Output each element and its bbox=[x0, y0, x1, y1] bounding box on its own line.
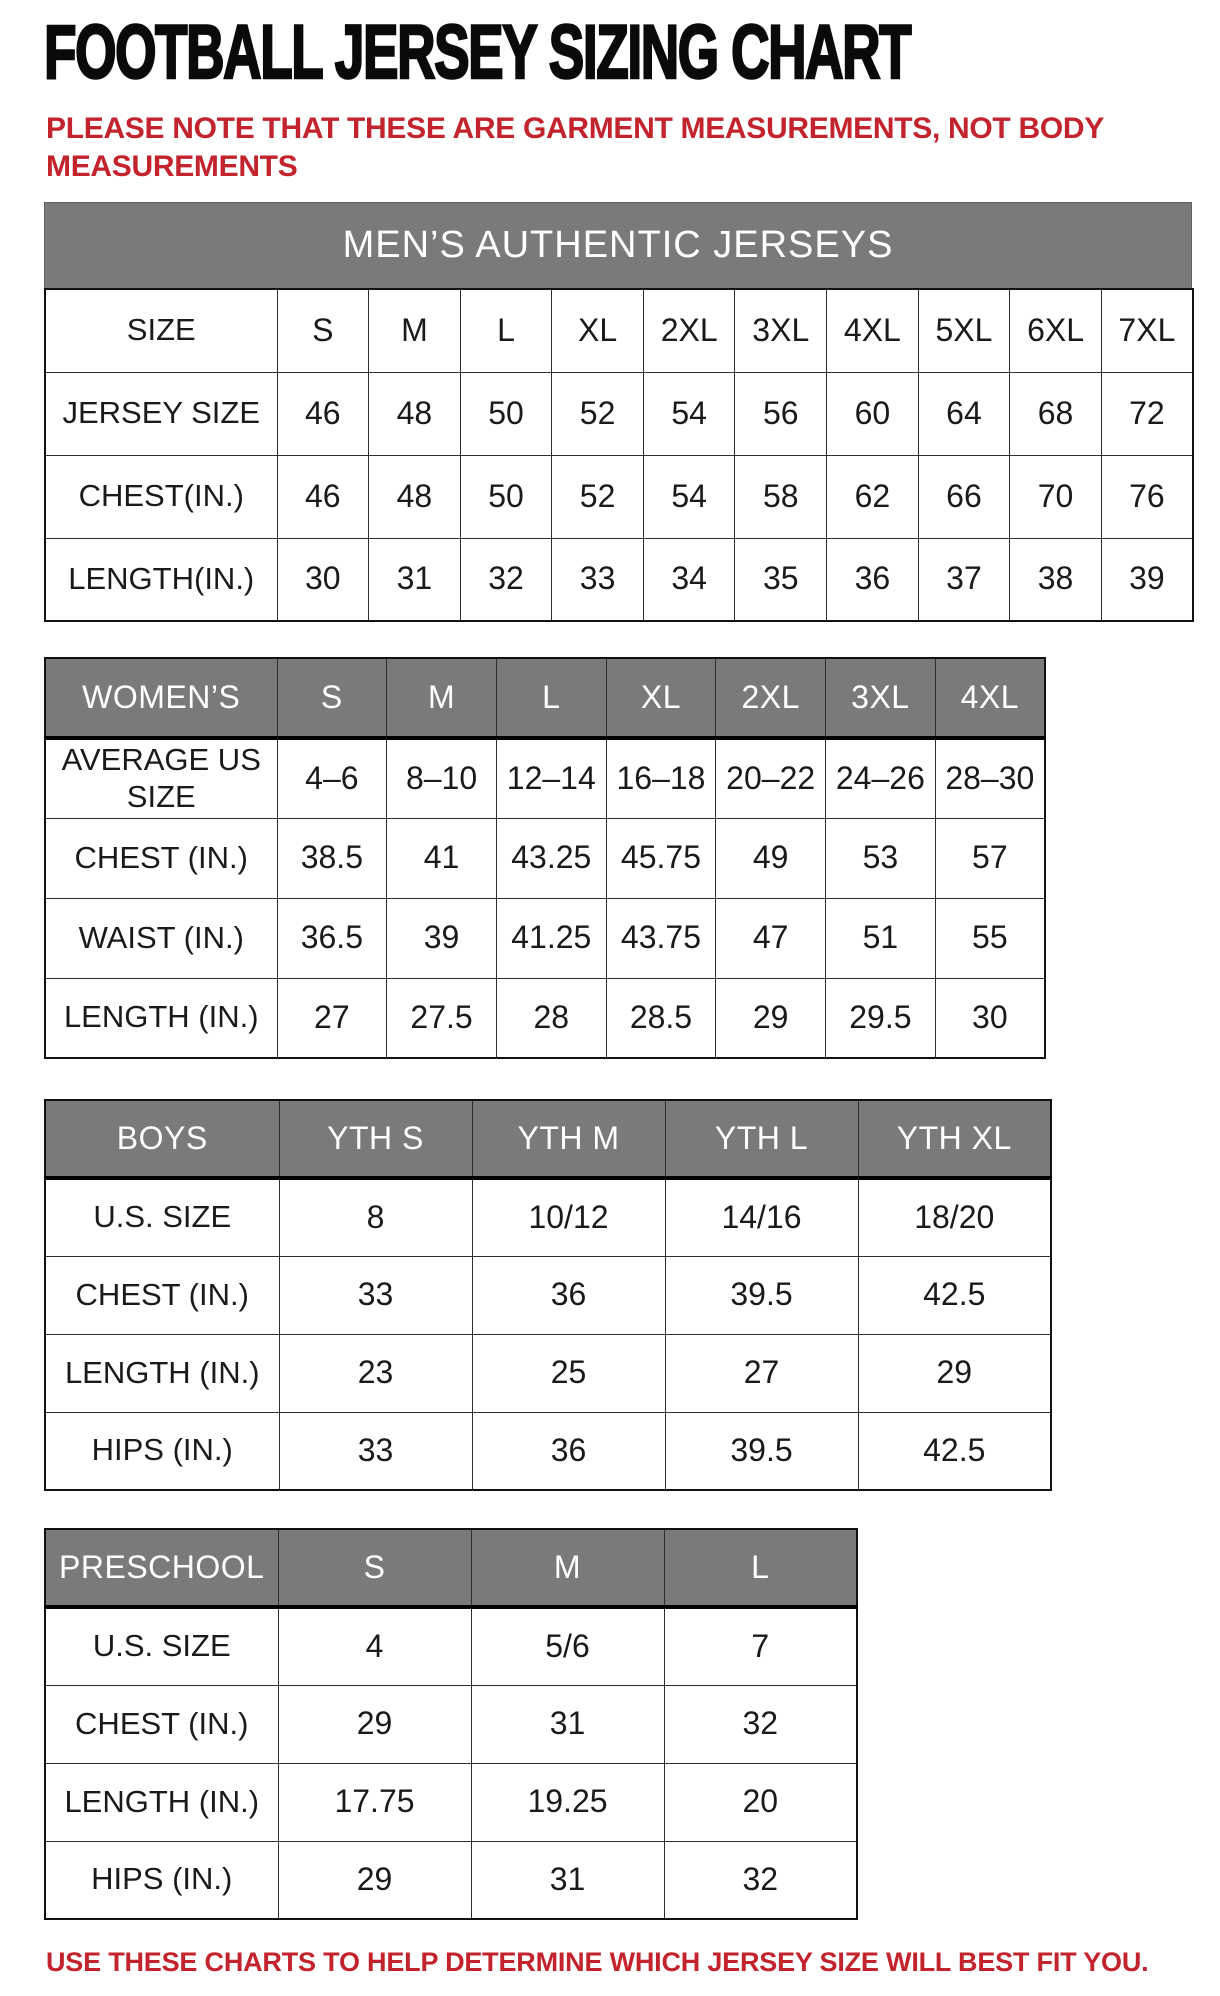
note-line: MEASUREMENTS bbox=[46, 150, 298, 183]
value-cell: 32 bbox=[664, 1685, 857, 1763]
value-cell: 76 bbox=[1101, 455, 1193, 538]
boys-sizing-table bbox=[44, 1099, 1052, 1491]
value-cell: 30 bbox=[935, 978, 1045, 1058]
value-cell: 55 bbox=[935, 898, 1045, 978]
value-cell: 20–22 bbox=[716, 738, 826, 818]
value-cell: 20 bbox=[664, 1763, 857, 1841]
row-label-cell: CHEST (IN.) bbox=[45, 1685, 278, 1763]
page-title: FOOTBALL JERSEY SIZING CHART bbox=[44, 10, 911, 95]
value-cell: 4 bbox=[278, 1607, 471, 1685]
value-cell: 33 bbox=[552, 538, 644, 621]
row-label-cell: SIZE bbox=[45, 289, 277, 372]
table-row bbox=[45, 1178, 1051, 1256]
footer-note: USE THESE CHARTS TO HELP DETERMINE WHICH JERSEY SIZE WILL BEST FIT YOU. bbox=[46, 1947, 1149, 1977]
size-column-header: YTH L bbox=[665, 1100, 858, 1178]
value-cell: 28.5 bbox=[606, 978, 716, 1058]
value-cell: 3XL bbox=[735, 289, 827, 372]
value-cell: 6XL bbox=[1010, 289, 1102, 372]
size-column-header: S bbox=[277, 658, 387, 738]
table-row bbox=[45, 1256, 1051, 1334]
value-cell: 32 bbox=[664, 1841, 857, 1919]
value-cell: 51 bbox=[826, 898, 936, 978]
value-cell: 53 bbox=[826, 818, 936, 898]
value-cell: 70 bbox=[1010, 455, 1102, 538]
row-label-cell: LENGTH (IN.) bbox=[45, 978, 277, 1058]
value-cell: 47 bbox=[716, 898, 826, 978]
value-cell: 37 bbox=[918, 538, 1010, 621]
mens-table-banner: MEN’S AUTHENTIC JERSEYS bbox=[44, 202, 1192, 288]
value-cell: 36 bbox=[472, 1256, 665, 1334]
table-row bbox=[45, 538, 1193, 621]
value-cell: 8 bbox=[279, 1178, 472, 1256]
value-cell: 48 bbox=[369, 372, 461, 455]
row-label-cell: U.S. SIZE bbox=[45, 1607, 278, 1685]
garment-note bbox=[46, 110, 1220, 186]
table-row bbox=[45, 1685, 857, 1763]
size-column-header: L bbox=[664, 1529, 857, 1607]
size-column-header: YTH M bbox=[472, 1100, 665, 1178]
table-row bbox=[45, 898, 1045, 978]
value-cell: 34 bbox=[643, 538, 735, 621]
value-cell: 43.75 bbox=[606, 898, 716, 978]
value-cell: 42.5 bbox=[858, 1412, 1051, 1490]
size-column-header: YTH S bbox=[279, 1100, 472, 1178]
value-cell: 4XL bbox=[827, 289, 919, 372]
value-cell: 31 bbox=[369, 538, 461, 621]
value-cell: 33 bbox=[279, 1412, 472, 1490]
value-cell: 42.5 bbox=[858, 1256, 1051, 1334]
value-cell: 35 bbox=[735, 538, 827, 621]
value-cell: 54 bbox=[643, 455, 735, 538]
value-cell: 41.25 bbox=[496, 898, 606, 978]
value-cell: 17.75 bbox=[278, 1763, 471, 1841]
value-cell: 24–26 bbox=[826, 738, 936, 818]
row-label-cell: LENGTH (IN.) bbox=[45, 1763, 278, 1841]
value-cell: 27.5 bbox=[387, 978, 497, 1058]
value-cell: 72 bbox=[1101, 372, 1193, 455]
table-row bbox=[45, 1607, 857, 1685]
value-cell: 46 bbox=[277, 372, 369, 455]
value-cell: 28–30 bbox=[935, 738, 1045, 818]
value-cell: 8–10 bbox=[387, 738, 497, 818]
value-cell: 29.5 bbox=[826, 978, 936, 1058]
value-cell: 52 bbox=[552, 455, 644, 538]
table-row bbox=[45, 372, 1193, 455]
value-cell: 50 bbox=[460, 455, 552, 538]
value-cell: 10/12 bbox=[472, 1178, 665, 1256]
table-row bbox=[45, 1334, 1051, 1412]
table-row bbox=[45, 289, 1193, 372]
value-cell: 28 bbox=[496, 978, 606, 1058]
value-cell: L bbox=[460, 289, 552, 372]
row-label-cell: CHEST (IN.) bbox=[45, 818, 277, 898]
table-header-row bbox=[45, 1100, 1051, 1178]
value-cell: 19.25 bbox=[471, 1763, 664, 1841]
value-cell: 27 bbox=[665, 1334, 858, 1412]
value-cell: 54 bbox=[643, 372, 735, 455]
value-cell: 50 bbox=[460, 372, 552, 455]
row-label-cell: HIPS (IN.) bbox=[45, 1412, 279, 1490]
value-cell: 12–14 bbox=[496, 738, 606, 818]
value-cell: 29 bbox=[278, 1841, 471, 1919]
value-cell: 16–18 bbox=[606, 738, 716, 818]
size-column-header: XL bbox=[606, 658, 716, 738]
row-label-cell: CHEST (IN.) bbox=[45, 1256, 279, 1334]
value-cell: 58 bbox=[735, 455, 827, 538]
value-cell: 31 bbox=[471, 1841, 664, 1919]
value-cell: 18/20 bbox=[858, 1178, 1051, 1256]
value-cell: 36.5 bbox=[277, 898, 387, 978]
value-cell: 45.75 bbox=[606, 818, 716, 898]
value-cell: 39 bbox=[1101, 538, 1193, 621]
value-cell: 29 bbox=[858, 1334, 1051, 1412]
value-cell: 36 bbox=[827, 538, 919, 621]
table-row bbox=[45, 818, 1045, 898]
value-cell: 38 bbox=[1010, 538, 1102, 621]
value-cell: 60 bbox=[827, 372, 919, 455]
preschool-sizing-table bbox=[44, 1528, 858, 1920]
note-line: PLEASE NOTE THAT THESE ARE GARMENT MEASUREMENTS, NOT BODY bbox=[46, 112, 1104, 145]
value-cell: 38.5 bbox=[277, 818, 387, 898]
value-cell: 33 bbox=[279, 1256, 472, 1334]
table-category-header: WOMEN’S bbox=[45, 658, 277, 738]
value-cell: 31 bbox=[471, 1685, 664, 1763]
table-header-row bbox=[45, 658, 1045, 738]
value-cell: 49 bbox=[716, 818, 826, 898]
row-label-cell: CHEST(IN.) bbox=[45, 455, 277, 538]
table-row bbox=[45, 1763, 857, 1841]
value-cell: 23 bbox=[279, 1334, 472, 1412]
value-cell: 14/16 bbox=[665, 1178, 858, 1256]
value-cell: 5XL bbox=[918, 289, 1010, 372]
row-label-cell: HIPS (IN.) bbox=[45, 1841, 278, 1919]
table-row bbox=[45, 455, 1193, 538]
value-cell: 46 bbox=[277, 455, 369, 538]
value-cell: 62 bbox=[827, 455, 919, 538]
value-cell: 25 bbox=[472, 1334, 665, 1412]
table-category-header: PRESCHOOL bbox=[45, 1529, 278, 1607]
size-column-header: M bbox=[387, 658, 497, 738]
table-row bbox=[45, 738, 1045, 818]
womens-sizing-table bbox=[44, 657, 1046, 1059]
value-cell: 30 bbox=[277, 538, 369, 621]
table-row bbox=[45, 1412, 1051, 1490]
value-cell: 57 bbox=[935, 818, 1045, 898]
value-cell: 41 bbox=[387, 818, 497, 898]
value-cell: 43.25 bbox=[496, 818, 606, 898]
value-cell: 2XL bbox=[643, 289, 735, 372]
size-column-header: 4XL bbox=[935, 658, 1045, 738]
value-cell: 32 bbox=[460, 538, 552, 621]
value-cell: 64 bbox=[918, 372, 1010, 455]
value-cell: 29 bbox=[278, 1685, 471, 1763]
value-cell: 36 bbox=[472, 1412, 665, 1490]
size-column-header: L bbox=[496, 658, 606, 738]
value-cell: XL bbox=[552, 289, 644, 372]
value-cell: 7XL bbox=[1101, 289, 1193, 372]
row-label-cell: WAIST (IN.) bbox=[45, 898, 277, 978]
row-label-cell: U.S. SIZE bbox=[45, 1178, 279, 1256]
table-row bbox=[45, 1841, 857, 1919]
value-cell: 4–6 bbox=[277, 738, 387, 818]
value-cell: M bbox=[369, 289, 461, 372]
value-cell: 48 bbox=[369, 455, 461, 538]
table-header-row bbox=[45, 1529, 857, 1607]
size-column-header: S bbox=[278, 1529, 471, 1607]
value-cell: 52 bbox=[552, 372, 644, 455]
row-label-cell: LENGTH(IN.) bbox=[45, 538, 277, 621]
size-column-header: YTH XL bbox=[858, 1100, 1051, 1178]
table-category-header: BOYS bbox=[45, 1100, 279, 1178]
value-cell: 39 bbox=[387, 898, 497, 978]
size-column-header: 3XL bbox=[826, 658, 936, 738]
row-label-cell: JERSEY SIZE bbox=[45, 372, 277, 455]
row-label-cell: LENGTH (IN.) bbox=[45, 1334, 279, 1412]
mens-sizing-table bbox=[44, 288, 1194, 622]
size-column-header: 2XL bbox=[716, 658, 826, 738]
value-cell: 29 bbox=[716, 978, 826, 1058]
row-label-cell: AVERAGE US SIZE bbox=[45, 738, 277, 818]
value-cell: 39.5 bbox=[665, 1412, 858, 1490]
value-cell: 56 bbox=[735, 372, 827, 455]
value-cell: 7 bbox=[664, 1607, 857, 1685]
table-row bbox=[45, 978, 1045, 1058]
size-column-header: M bbox=[471, 1529, 664, 1607]
value-cell: 68 bbox=[1010, 372, 1102, 455]
value-cell: 27 bbox=[277, 978, 387, 1058]
value-cell: S bbox=[277, 289, 369, 372]
value-cell: 39.5 bbox=[665, 1256, 858, 1334]
value-cell: 66 bbox=[918, 455, 1010, 538]
value-cell: 5/6 bbox=[471, 1607, 664, 1685]
